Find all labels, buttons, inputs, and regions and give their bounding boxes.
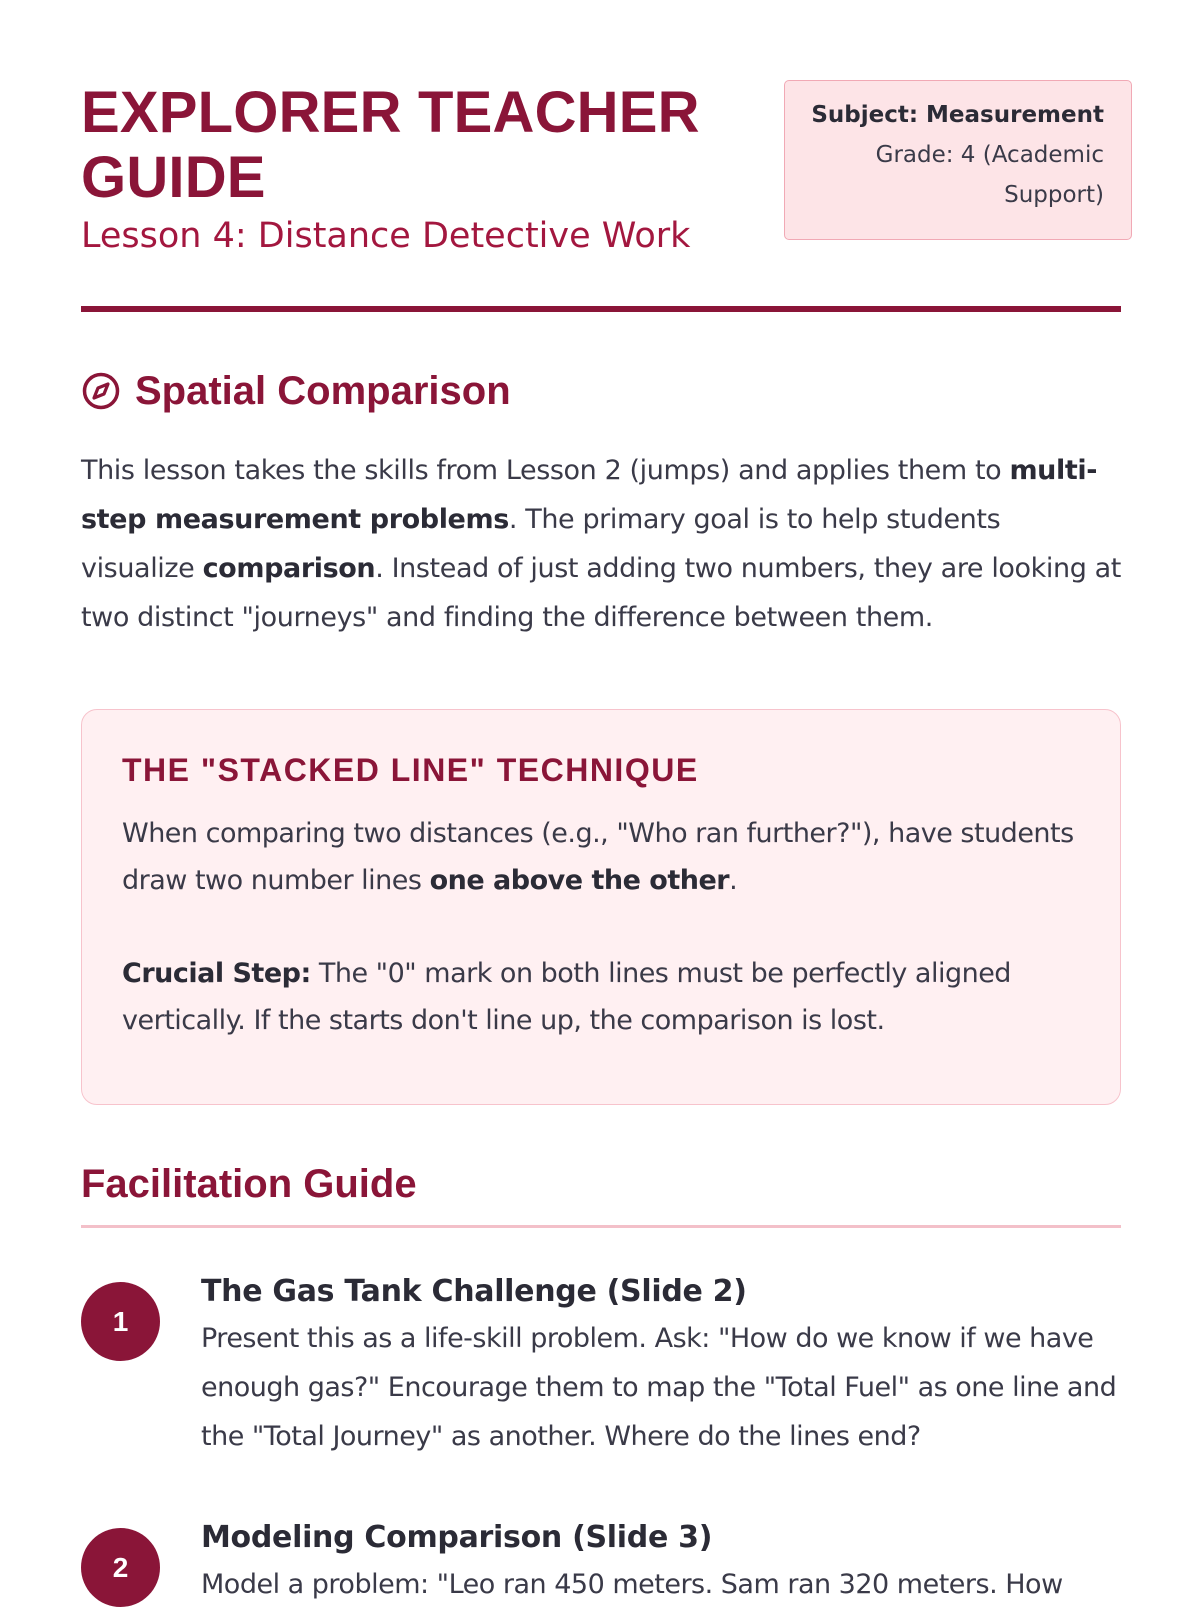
intro-paragraph (81, 446, 1121, 642)
intro-emphasis-1: multi-step measurement problems (81, 455, 1098, 535)
spatial-comparison-heading (81, 366, 511, 416)
step-description: Present this as a life-skill problem. Ask: "How do we know if we have enough gas?" Encourage them to map the "Total Fuel" as one line and the "Total Journey" as another. Where do the lines end? (201, 1323, 1117, 1452)
crucial-step-label: Crucial Step: (122, 958, 311, 989)
facilitation-guide-heading: Facilitation Guide (81, 1162, 417, 1206)
grade-label: Grade: 4 (Academic Support) (875, 142, 1104, 208)
callout-paragraph-1 (122, 810, 1080, 904)
intro-text-2: . The primary goal is to help students visualize (81, 504, 1001, 584)
callout-paragraph-2 (122, 950, 1080, 1044)
stacked-line-callout (81, 709, 1121, 1105)
compass-icon (81, 371, 121, 411)
step-number-badge: 2 (81, 1528, 160, 1607)
header-divider (81, 306, 1121, 312)
intro-emphasis-2: comparison (202, 553, 376, 584)
facilitation-divider (81, 1225, 1121, 1228)
callout-text-2: The "0" mark on both lines must be perfectly aligned vertically. If the starts don't line up, the comparison is lost. (122, 958, 1011, 1036)
step-title: Modeling Comparison (Slide 3) (201, 1520, 713, 1555)
spatial-comparison-title: Spatial Comparison (135, 369, 511, 413)
teacher-guide-page (81, 0, 1121, 1600)
callout-title: THE "STACKED LINE" TECHNIQUE (122, 752, 699, 788)
guide-title: EXPLORER TEACHER GUIDE (81, 80, 700, 210)
step-description: Model a problem: "Leo ran 450 meters. Sam ran 320 meters. How (201, 1569, 1063, 1600)
step-number-badge: 1 (81, 1282, 160, 1361)
intro-text-3: . Instead of just adding two numbers, they are looking at two distinct "journeys" and finding the difference between them. (81, 553, 1121, 633)
callout-text-1-end: . (729, 865, 738, 896)
callout-emphasis-1: one above the other (429, 865, 730, 896)
lesson-meta-box (784, 80, 1132, 240)
callout-text-1: When comparing two distances (e.g., "Who ran further?"), have students draw two number lines (122, 818, 1074, 896)
lesson-subtitle: Lesson 4: Distance Detective Work (81, 216, 691, 256)
step-title: The Gas Tank Challenge (Slide 2) (201, 1274, 747, 1309)
subject-label: Subject: Measurement (811, 102, 1104, 128)
intro-text-1: This lesson takes the skills from Lesson 2 (jumps) and applies them to (81, 455, 1010, 486)
guide-header (81, 78, 1121, 318)
